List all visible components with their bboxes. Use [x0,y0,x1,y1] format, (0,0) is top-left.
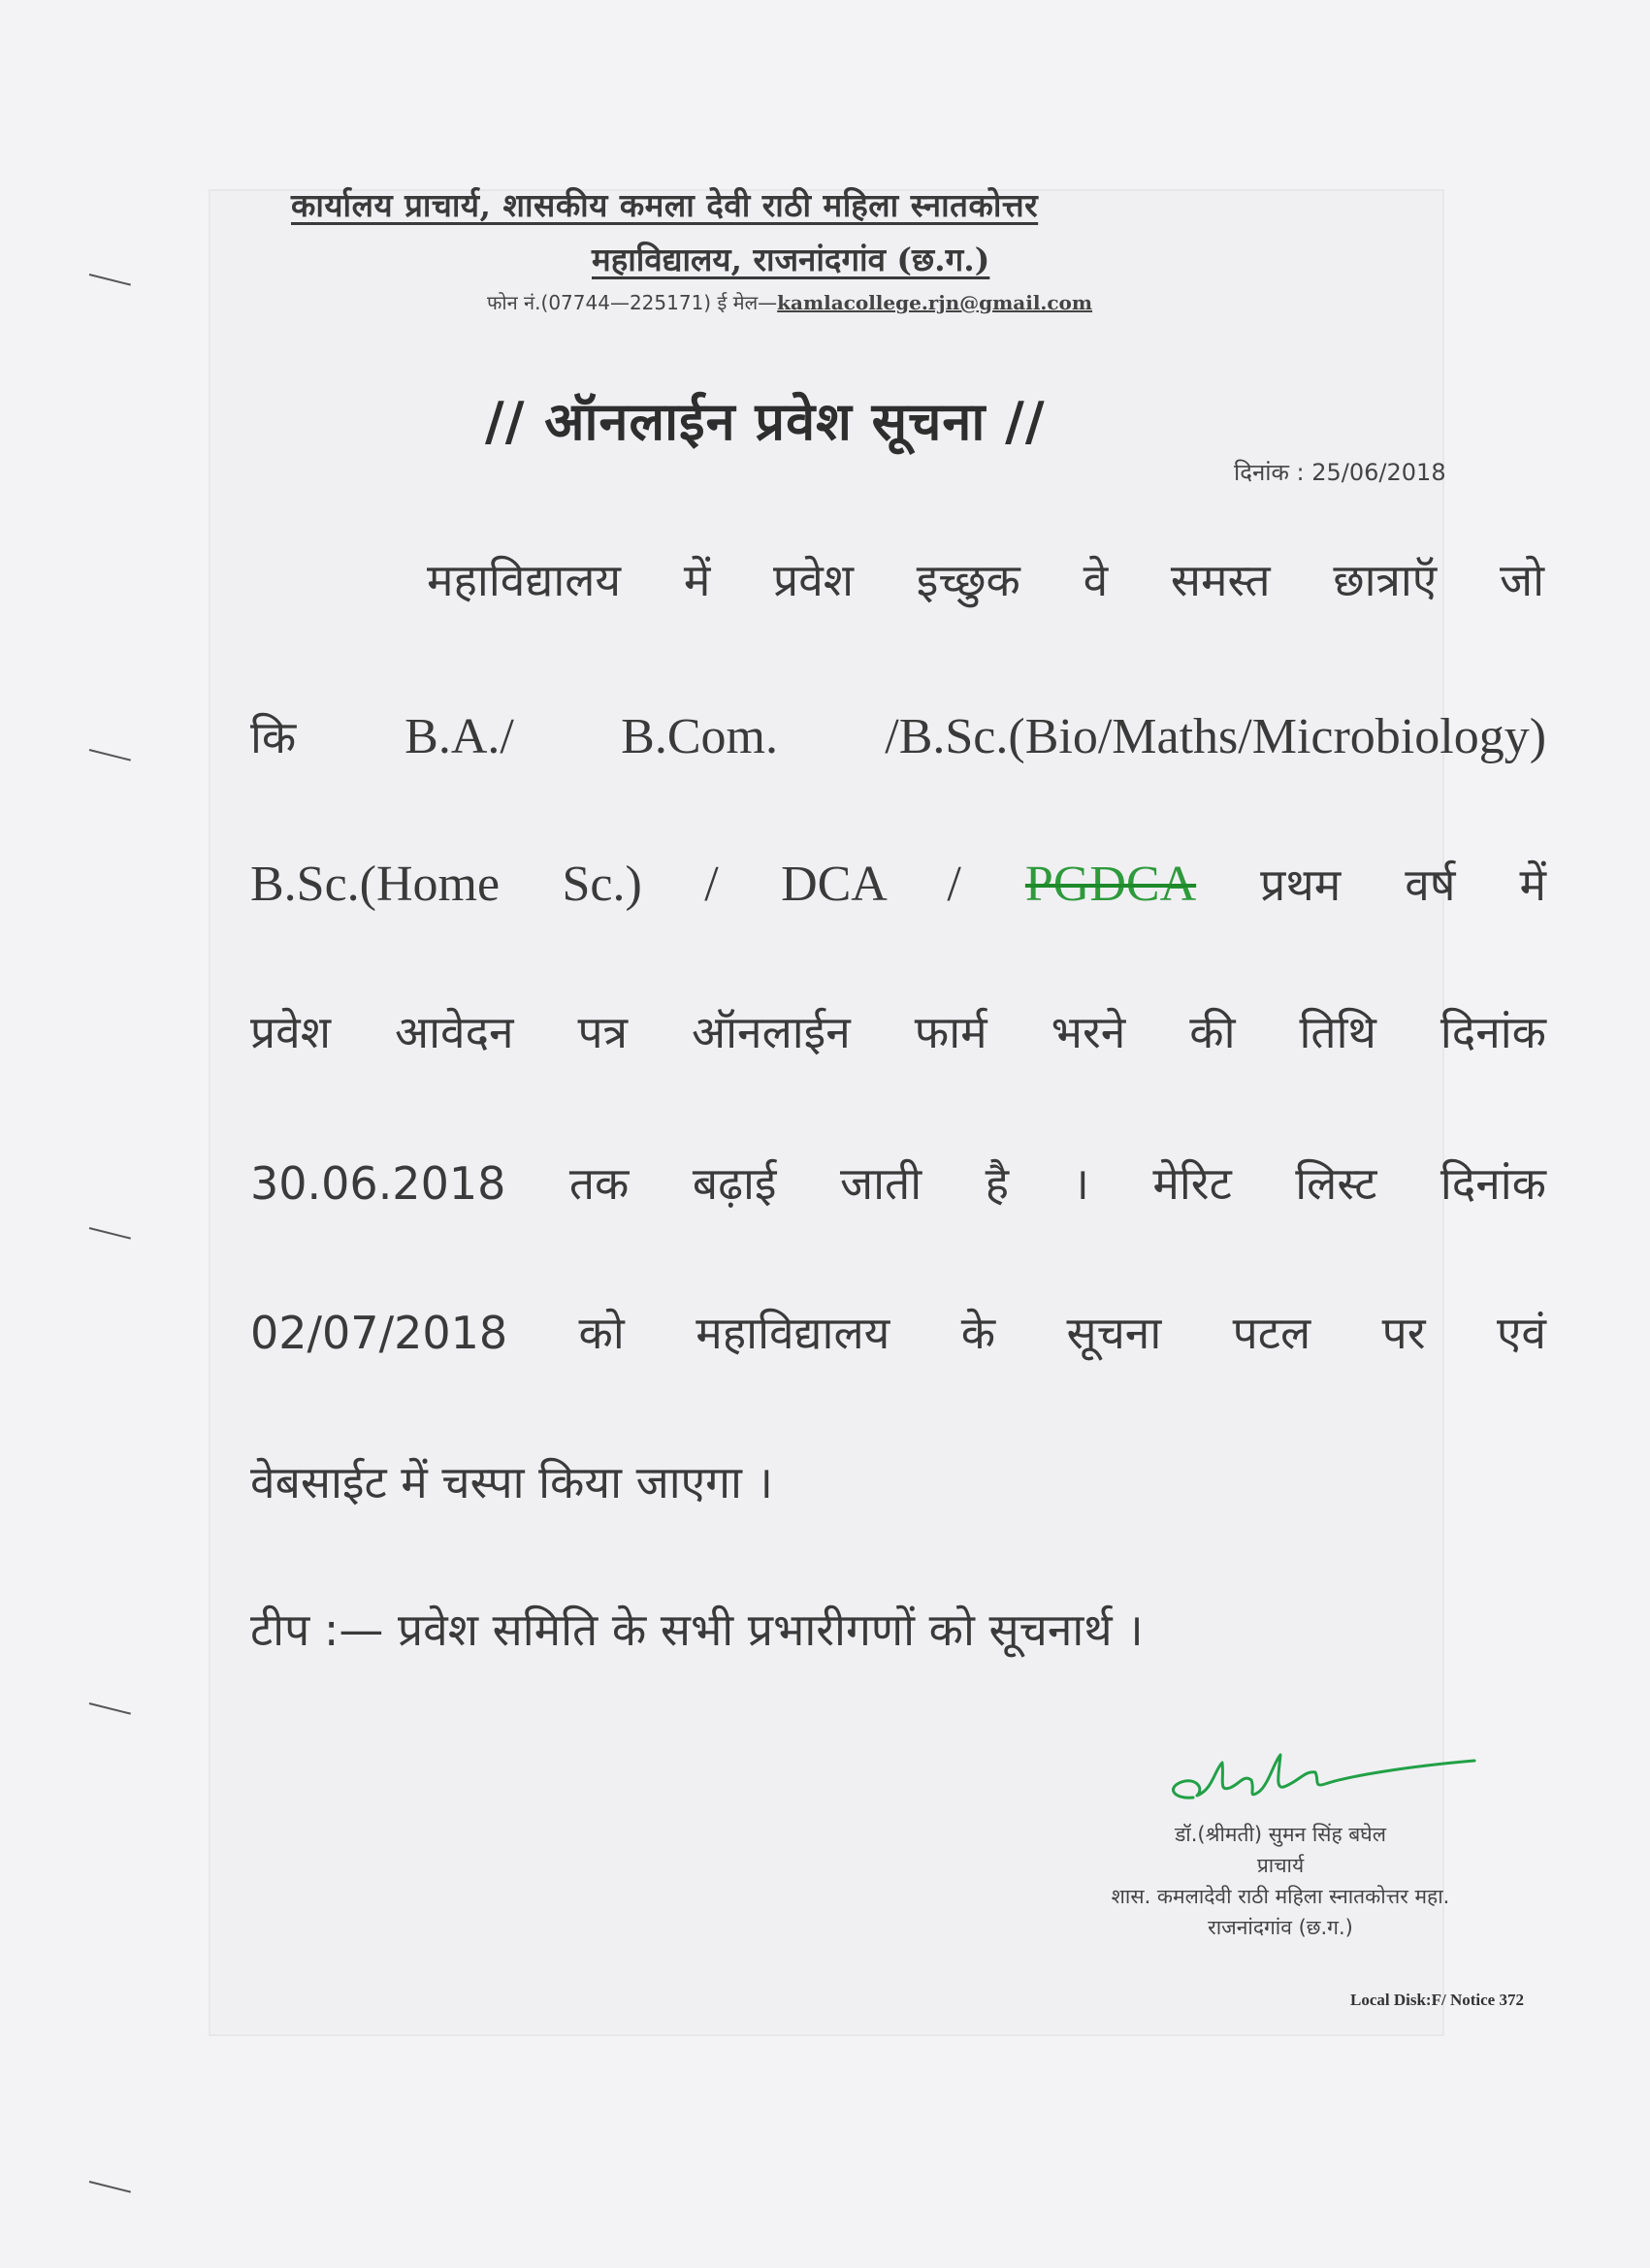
phone-text: फोन नं.(07744—225171) ई मेल— [487,291,778,314]
body-line-7: वेबसाईट में चस्पा किया जाएगा । [250,1456,773,1508]
body-line-6: 02/07/2018 को महाविद्यालय के सूचना पटल पर एवं [250,1307,1546,1359]
body-line-2 [250,710,1546,764]
body-line-1: महाविद्यालय में प्रवेश इच्छुक वे समस्त छात्राऍ जो [427,554,1544,606]
body-line-4: प्रवेश आवेदन पत्र ऑनलाईन फार्म भरने की तिथि दिनांक [250,1006,1546,1058]
punch-mark [89,274,131,286]
file-reference: Local Disk:F/ Notice 372 [1350,1991,1524,2009]
course-list: B.A./ B.Com. /B.Sc.(Bio/Maths/Microbiology) [404,709,1547,764]
body-line-2-prefix: कि [250,711,297,763]
struck-course: PGDCA [1024,857,1197,912]
punch-mark [89,749,131,761]
signatory-institution: शास. कमलादेवी राठी महिला स्नातकोत्तर महा. [1111,1885,1450,1908]
signatory-place: राजनांदगांव (छ.ग.) [1208,1916,1353,1939]
notice-title: // ऑनलाईन प्रवेश सूचना // [485,391,1046,452]
email-address: kamlacollege.rjn@gmail.com [777,291,1093,314]
body-line-3 [250,858,1546,912]
signatory-designation: प्राचार्य [1256,1854,1305,1877]
course-list-continued: B.Sc.(Home Sc.) / DCA / [250,857,961,912]
college-office-heading: कार्यालय प्राचार्य, शासकीय कमला देवी राठी महिला स्नातकोत्तर [291,186,1039,224]
notice-date: दिनांक : 25/06/2018 [1234,459,1446,486]
first-year-text: प्रथम वर्ष में [1260,859,1546,911]
body-line-8: टीप :— प्रवेश समिति के सभी प्रभारीगणों को सूचनार्थ । [250,1604,1144,1656]
signatory-block [1028,1819,1533,1943]
punch-mark [89,1227,131,1240]
college-name-heading: महाविद्यालय, राजनांदगांव (छ.ग.) [592,241,990,278]
punch-mark [89,2181,131,2193]
signatory-name: डॉ.(श्रीमती) सुमन सिंह बघेल [1175,1823,1386,1846]
contact-line [487,289,1092,315]
principal-signature [1154,1741,1484,1819]
body-line-5: 30.06.2018 तक बढ़ाई जाती है । मेरिट लिस्ट दिनांक [250,1157,1546,1210]
punch-mark [89,1702,131,1715]
